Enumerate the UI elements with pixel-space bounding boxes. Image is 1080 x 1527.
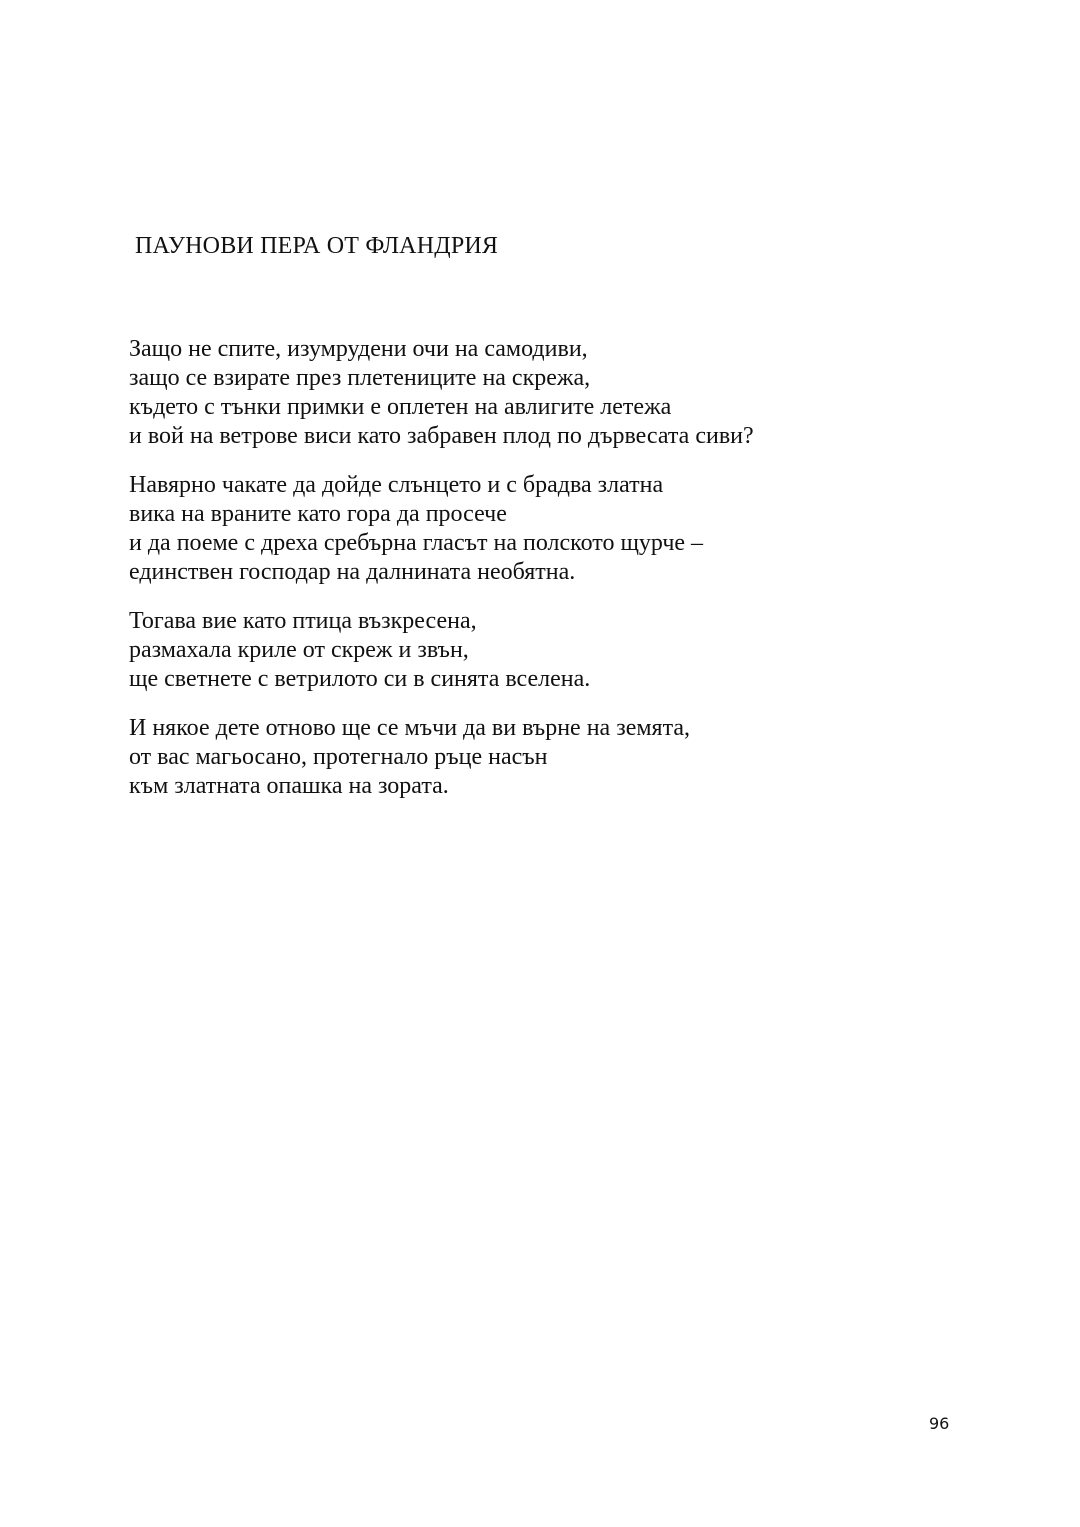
stanza: [129, 607, 949, 694]
poem-line: единствен господар на далнината необятна.: [129, 559, 576, 585]
poem-line: Тогава вие като птица възкресена,: [129, 608, 477, 634]
poem-line: от вас магьосано, протегнало ръце насън: [129, 744, 548, 770]
page-number: 96: [929, 1414, 950, 1433]
poem-line: Защо не спите, изумрудени очи на самодиви,: [129, 336, 588, 362]
poem-line: и вой на ветрове виси като забравен плод по дървесата сиви?: [129, 423, 754, 449]
poem-line: И някое дете отново ще се мъчи да ви върне на земята,: [129, 715, 690, 741]
poem-line: защо се взирате през плетениците на скрежа,: [129, 365, 591, 391]
poem-title: ПАУНОВИ ПЕРА ОТ ФЛАНДРИЯ: [135, 233, 499, 259]
stanza: [129, 335, 949, 451]
poem-line: ще светнете с ветрилото си в синята вселена.: [129, 666, 591, 692]
poem-line: където с тънки примки е оплетен на авлигите летежа: [129, 394, 672, 420]
stanza: [129, 714, 949, 801]
poem-line: размахала криле от скреж и звън,: [129, 637, 469, 663]
poem-line: вика на враните като гора да просече: [129, 501, 507, 527]
poem-line: към златната опашка на зората.: [129, 773, 449, 799]
poem-body: [129, 335, 949, 821]
poem-line: и да поеме с дреха сребърна гласът на полското щурче –: [129, 530, 704, 556]
poem-line: Навярно чакате да дойде слънцето и с брадва златна: [129, 472, 664, 498]
stanza: [129, 471, 949, 587]
